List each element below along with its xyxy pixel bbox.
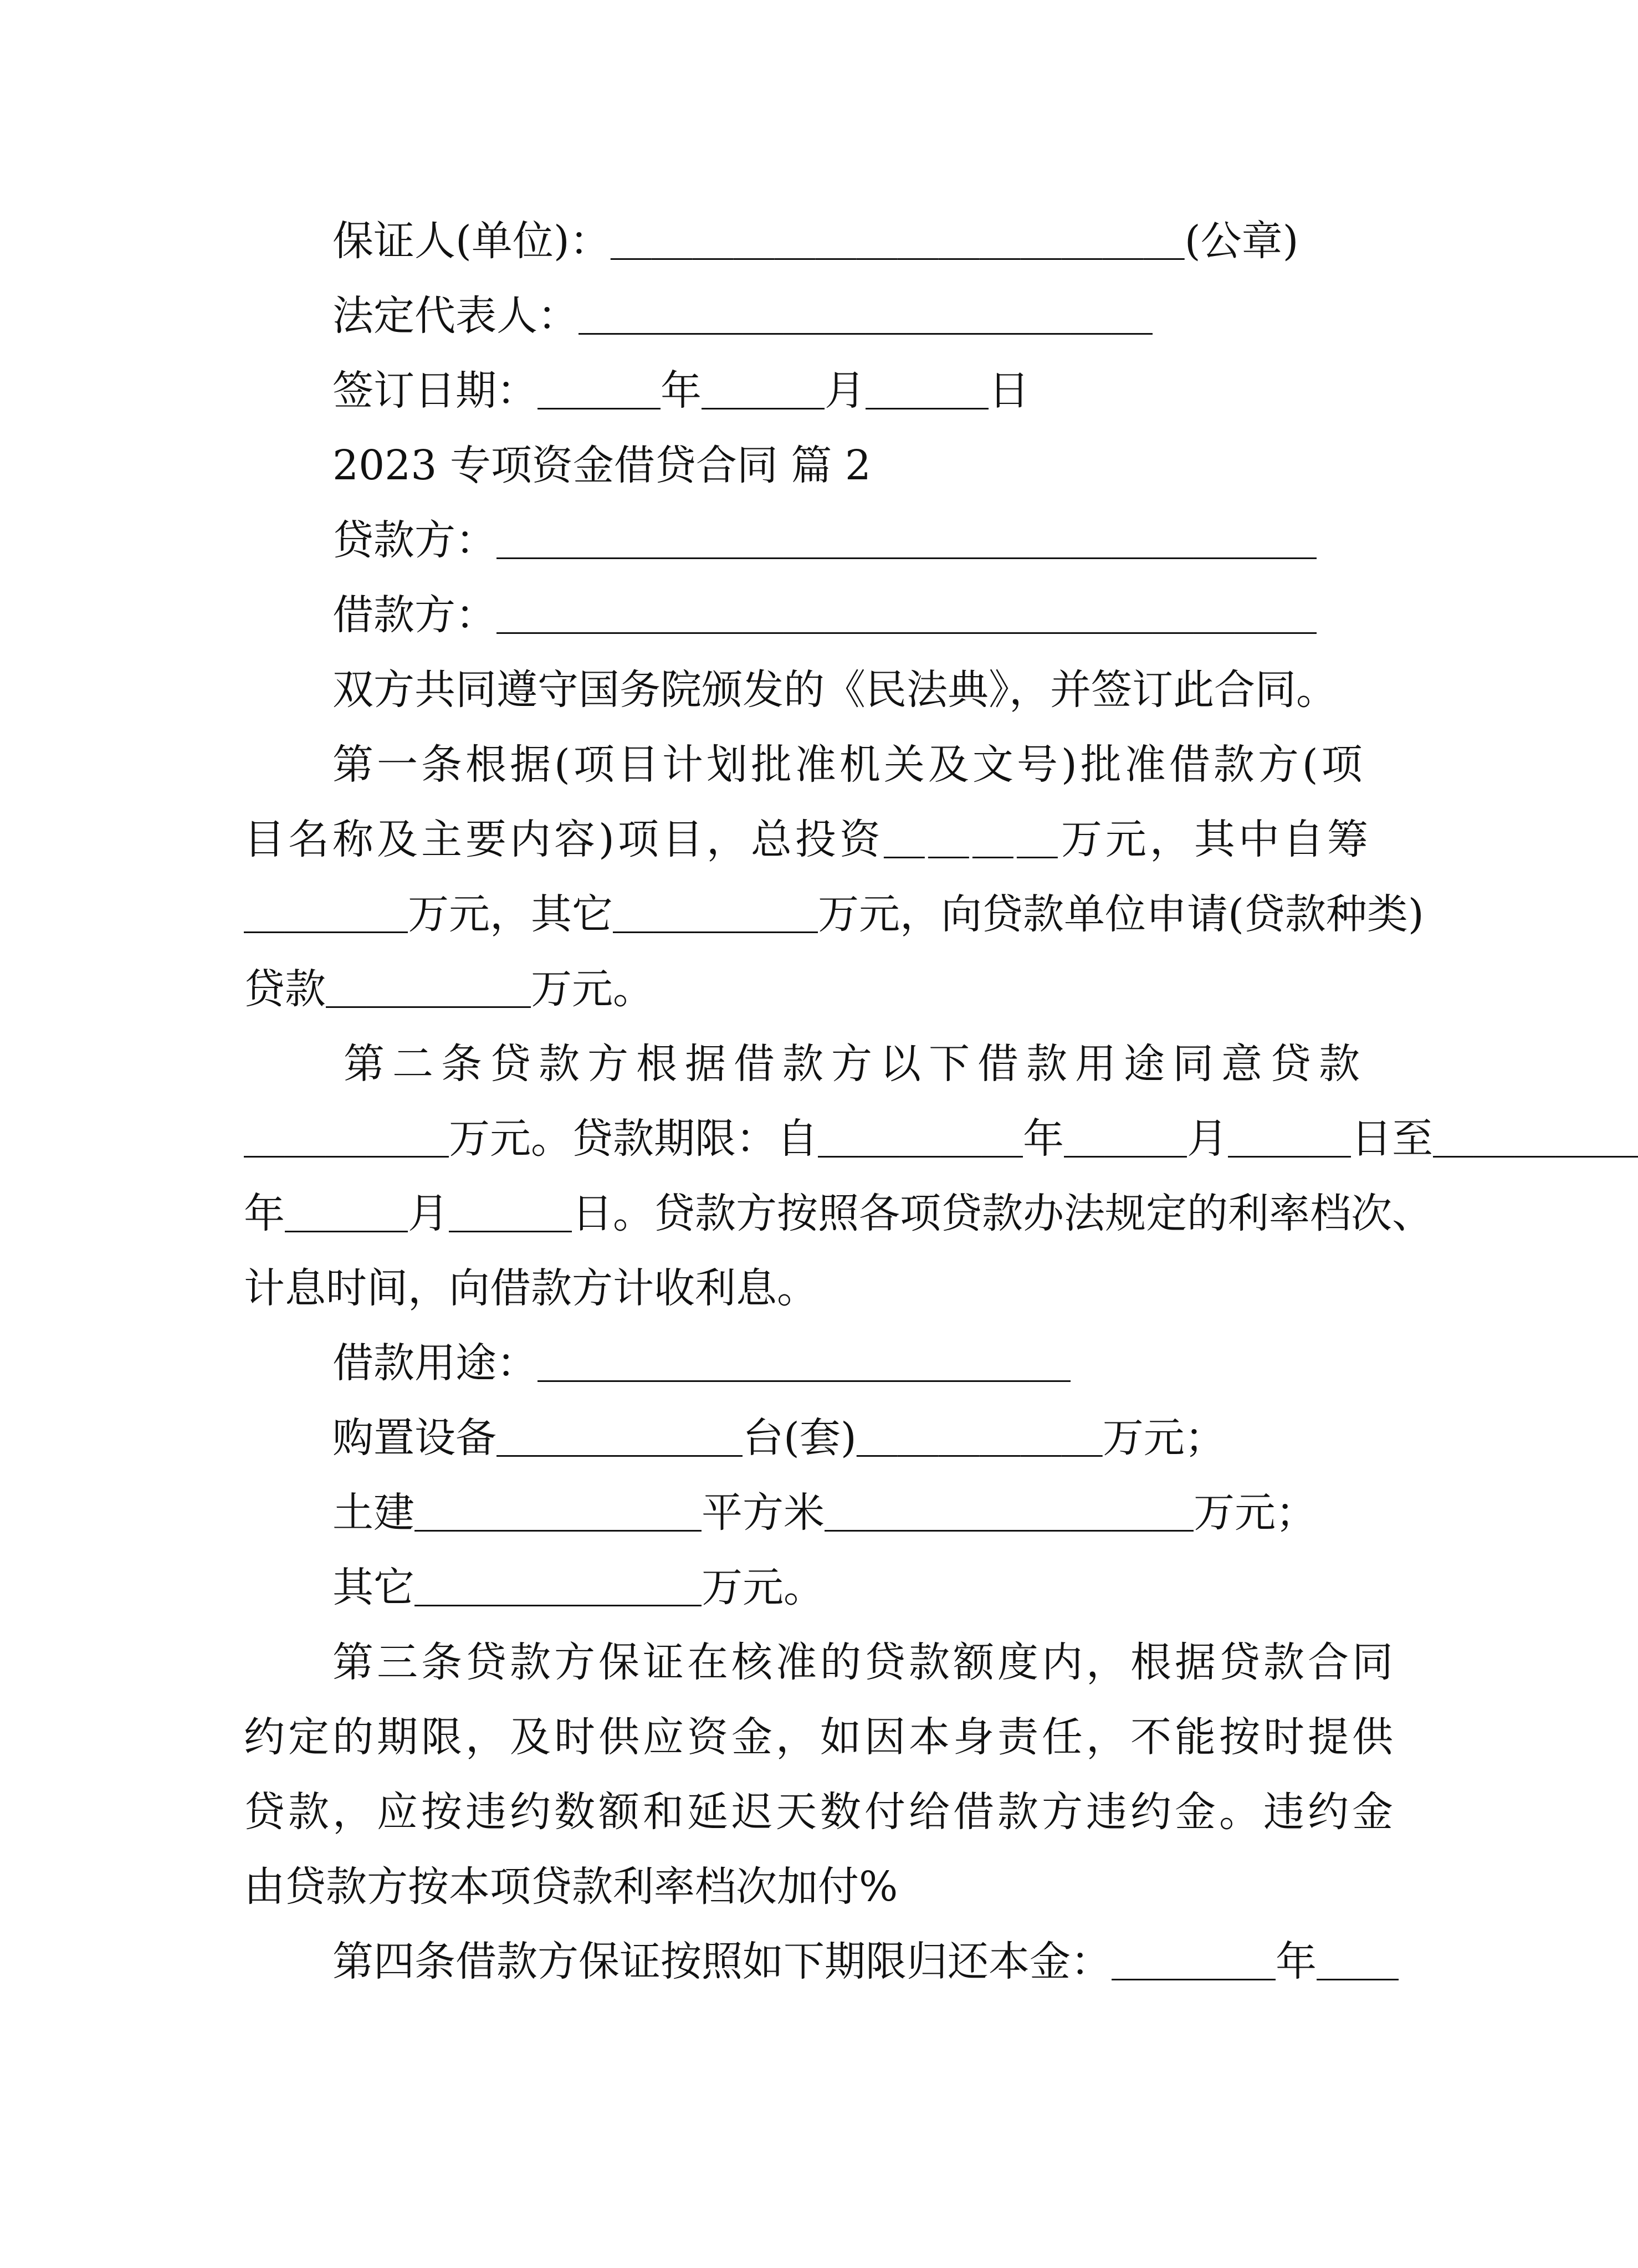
lender-line: 贷款方：＿＿＿＿＿＿＿＿＿＿＿＿＿＿＿＿＿＿＿＿ xyxy=(332,516,1317,564)
article-2-line: ＿＿＿＿＿万元。贷款期限：自＿＿＿＿＿年＿＿＿月＿＿＿日至＿＿＿＿＿ xyxy=(244,1115,1638,1163)
loan-purpose-line: 借款用途：＿＿＿＿＿＿＿＿＿＿＿＿＿ xyxy=(332,1339,1071,1387)
borrower-line: 借款方：＿＿＿＿＿＿＿＿＿＿＿＿＿＿＿＿＿＿＿＿ xyxy=(332,591,1317,639)
article-1-line: 第一条根据(项目计划批准机关及文号)批准借款方(项 xyxy=(332,741,1366,789)
article-1-line: ＿＿＿＿万元，其它＿＿＿＿＿万元，向贷款单位申请(贷款种类) xyxy=(244,890,1424,938)
article-2-line: 年＿＿＿月＿＿＿日。贷款方按照各项贷款办法规定的利率档次、 xyxy=(244,1190,1433,1237)
contract-title: 2023 专项资金借贷合同 篇 2 xyxy=(332,442,871,489)
article-1-line: 贷款＿＿＿＿＿万元。 xyxy=(244,965,654,1013)
other-line: 其它＿＿＿＿＿＿＿万元。 xyxy=(332,1564,825,1611)
article-4-line: 第四条借款方保证按照如下期限归还本金：＿＿＿＿年＿＿ xyxy=(332,1938,1399,1985)
article-3-line: 约定的期限，及时供应资金，如因本身责任，不能按时提供 xyxy=(244,1713,1396,1761)
article-2-line: 计息时间，向借款方计收利息。 xyxy=(244,1264,818,1312)
equipment-line: 购置设备＿＿＿＿＿＿台(套)＿＿＿＿＿＿万元； xyxy=(332,1414,1226,1462)
article-3-line: 由贷款方按本项贷款利率档次加付% xyxy=(244,1863,898,1911)
legal-representative-line: 法定代表人：＿＿＿＿＿＿＿＿＿＿＿＿＿＿ xyxy=(332,292,1153,340)
article-3-line: 第三条贷款方保证在核准的贷款额度内，根据贷款合同 xyxy=(332,1639,1396,1686)
guarantor-line: 保证人(单位)：＿＿＿＿＿＿＿＿＿＿＿＿＿＿(公章) xyxy=(332,217,1299,265)
article-3-line: 贷款，应按违约数额和延迟天数付给借款方违约金。违约金 xyxy=(244,1788,1396,1836)
article-1-line: 目名称及主要内容)项目，总投资＿＿＿＿万元，其中自筹 xyxy=(244,816,1371,863)
construction-line: 土建＿＿＿＿＿＿＿平方米＿＿＿＿＿＿＿＿＿万元； xyxy=(332,1489,1317,1537)
paragraph-line: 双方共同遵守国务院颁发的《民法典》，并签订此合同。 xyxy=(332,666,1337,714)
article-2-line: 第二条贷款方根据借款方以下借款用途同意贷款 xyxy=(344,1040,1368,1088)
signing-date-line: 签订日期：＿＿＿年＿＿＿月＿＿＿日 xyxy=(332,367,1030,414)
